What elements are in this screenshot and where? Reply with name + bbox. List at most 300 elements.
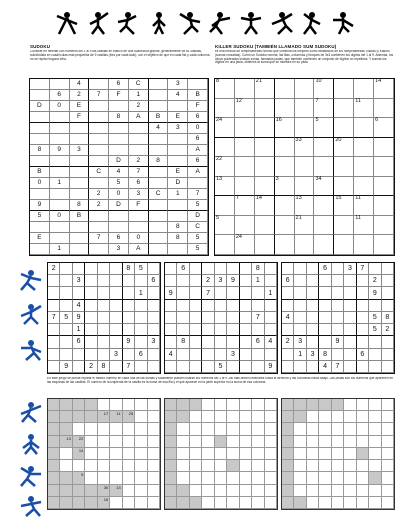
kakuro-cell[interactable] xyxy=(369,448,381,460)
kakuro-cell[interactable] xyxy=(190,436,202,448)
kakuro-cell[interactable] xyxy=(294,472,306,484)
mini-sudoku-cell[interactable] xyxy=(344,336,356,348)
kakuro-cell[interactable] xyxy=(135,460,147,472)
kakuro-cell[interactable] xyxy=(110,497,122,509)
mini-sudoku-cell[interactable] xyxy=(48,275,60,287)
mini-sudoku-cell[interactable] xyxy=(85,324,97,336)
killer-cell[interactable] xyxy=(255,118,275,138)
mini-sudoku-cell[interactable] xyxy=(307,324,319,336)
killer-cell[interactable] xyxy=(215,118,235,138)
kakuro-cell[interactable] xyxy=(227,448,239,460)
mini-sudoku-cell[interactable] xyxy=(177,275,189,287)
mini-sudoku-cell[interactable] xyxy=(227,312,239,324)
killer-cell[interactable] xyxy=(334,79,354,99)
mini-sudoku-cell[interactable] xyxy=(110,312,122,324)
kakuro-cell[interactable] xyxy=(123,460,135,472)
sudoku-cell[interactable] xyxy=(50,167,70,178)
kakuro-cell[interactable] xyxy=(332,423,344,435)
killer-cell[interactable] xyxy=(275,118,295,138)
kakuro-cell[interactable] xyxy=(177,460,189,472)
killer-cell[interactable] xyxy=(275,216,295,236)
sudoku-cell[interactable] xyxy=(50,233,70,244)
sudoku-cell[interactable] xyxy=(30,222,50,233)
kakuro-cell[interactable] xyxy=(369,399,381,411)
mini-sudoku-cell[interactable] xyxy=(215,336,227,348)
kakuro-cell[interactable] xyxy=(190,448,202,460)
sudoku-cell[interactable] xyxy=(89,211,109,222)
mini-sudoku-cell[interactable] xyxy=(307,312,319,324)
kakuro-cell[interactable] xyxy=(307,411,319,423)
kakuro-cell[interactable] xyxy=(319,460,331,472)
sudoku-cell[interactable] xyxy=(129,134,149,145)
mini-sudoku-cell[interactable] xyxy=(48,349,60,361)
mini-sudoku-cell[interactable] xyxy=(165,312,177,324)
kakuro-cell[interactable] xyxy=(369,485,381,497)
mini-sudoku-cell[interactable] xyxy=(60,275,72,287)
mini-sudoku-cell[interactable] xyxy=(98,336,110,348)
mini-sudoku-cell[interactable] xyxy=(98,263,110,275)
kakuro-cell[interactable] xyxy=(227,497,239,509)
kakuro-cell[interactable] xyxy=(227,485,239,497)
killer-cell[interactable] xyxy=(334,235,354,255)
mini-sudoku-cell[interactable] xyxy=(60,324,72,336)
sudoku-cell[interactable] xyxy=(70,167,90,178)
mini-sudoku-cell[interactable] xyxy=(135,312,147,324)
mini-sudoku-cell[interactable] xyxy=(265,324,277,336)
kakuro-cell[interactable] xyxy=(382,485,394,497)
kakuro-cell[interactable] xyxy=(73,448,85,460)
kakuro-cell[interactable] xyxy=(215,411,227,423)
mini-sudoku-cell[interactable] xyxy=(177,361,189,373)
kakuro-cell[interactable] xyxy=(252,497,264,509)
kakuro-cell[interactable] xyxy=(294,485,306,497)
killer-cell[interactable] xyxy=(235,216,255,236)
mini-sudoku-cell[interactable] xyxy=(332,312,344,324)
sudoku-cell[interactable] xyxy=(30,123,50,134)
mini-sudoku-cell[interactable] xyxy=(382,287,394,299)
killer-cell[interactable] xyxy=(374,157,394,177)
kakuro-cell[interactable] xyxy=(177,436,189,448)
sudoku-cell[interactable] xyxy=(50,189,70,200)
mini-sudoku-cell[interactable] xyxy=(282,287,294,299)
mini-sudoku-cell[interactable] xyxy=(190,324,202,336)
kakuro-cell[interactable] xyxy=(135,472,147,484)
mini-sudoku-cell[interactable] xyxy=(165,361,177,373)
killer-cell[interactable] xyxy=(275,79,295,99)
sudoku-cell[interactable] xyxy=(109,211,129,222)
kakuro-cell[interactable] xyxy=(202,411,214,423)
killer-cell[interactable] xyxy=(314,196,334,216)
killer-cell[interactable] xyxy=(295,118,315,138)
mini-sudoku-cell[interactable] xyxy=(265,263,277,275)
mini-sudoku-cell[interactable] xyxy=(85,336,97,348)
mini-sudoku-cell[interactable] xyxy=(382,300,394,312)
kakuro-cell[interactable] xyxy=(110,472,122,484)
killer-cell[interactable] xyxy=(215,216,235,236)
mini-sudoku-cell[interactable] xyxy=(344,361,356,373)
mini-sudoku-cell[interactable] xyxy=(240,263,252,275)
kakuro-cell[interactable] xyxy=(294,448,306,460)
sudoku-cell[interactable] xyxy=(89,244,109,255)
mini-sudoku-cell[interactable] xyxy=(202,336,214,348)
kakuro-cell[interactable] xyxy=(369,460,381,472)
mini-sudoku-cell[interactable] xyxy=(215,349,227,361)
sudoku-cell[interactable] xyxy=(89,134,109,145)
mini-sudoku-cell[interactable] xyxy=(357,300,369,312)
kakuro-cell[interactable] xyxy=(215,448,227,460)
mini-sudoku-cell[interactable] xyxy=(252,361,264,373)
mini-sudoku-cell[interactable] xyxy=(215,312,227,324)
kakuro-cell[interactable] xyxy=(369,411,381,423)
kakuro-cell[interactable] xyxy=(357,436,369,448)
kakuro-cell[interactable] xyxy=(332,436,344,448)
kakuro-cell[interactable] xyxy=(344,485,356,497)
kakuro-cell[interactable] xyxy=(135,485,147,497)
mini-sudoku-cell[interactable] xyxy=(227,324,239,336)
sudoku-cell[interactable] xyxy=(168,244,188,255)
mini-sudoku-cell[interactable] xyxy=(319,324,331,336)
kakuro-cell[interactable] xyxy=(332,460,344,472)
kakuro-cell[interactable] xyxy=(252,399,264,411)
sudoku-cell[interactable] xyxy=(30,134,50,145)
killer-cell[interactable] xyxy=(314,118,334,138)
killer-cell[interactable] xyxy=(354,138,374,158)
mini-sudoku-cell[interactable] xyxy=(332,324,344,336)
kakuro-cell[interactable] xyxy=(240,423,252,435)
kakuro-cell[interactable] xyxy=(135,399,147,411)
sudoku-cell[interactable] xyxy=(109,101,129,112)
mini-sudoku-cell[interactable] xyxy=(344,349,356,361)
mini-sudoku-cell[interactable] xyxy=(73,361,85,373)
killer-cell[interactable] xyxy=(295,157,315,177)
kakuro-cell[interactable] xyxy=(98,448,110,460)
mini-sudoku-cell[interactable] xyxy=(319,287,331,299)
kakuro-cell[interactable] xyxy=(98,460,110,472)
mini-sudoku-cell[interactable] xyxy=(177,349,189,361)
kakuro-cell[interactable] xyxy=(202,497,214,509)
mini-sudoku-cell[interactable] xyxy=(344,287,356,299)
kakuro-cell[interactable] xyxy=(110,485,122,497)
kakuro-cell[interactable] xyxy=(319,448,331,460)
killer-cell[interactable] xyxy=(334,118,354,138)
sudoku-cell[interactable] xyxy=(109,134,129,145)
killer-cell[interactable] xyxy=(374,138,394,158)
sudoku-cell[interactable] xyxy=(30,244,50,255)
sudoku-cell[interactable] xyxy=(129,145,149,156)
kakuro-cell[interactable] xyxy=(357,399,369,411)
killer-cell[interactable] xyxy=(314,79,334,99)
mini-sudoku-cell[interactable] xyxy=(135,336,147,348)
kakuro-cell[interactable] xyxy=(344,423,356,435)
mini-sudoku-cell[interactable] xyxy=(240,324,252,336)
mini-sudoku-cell[interactable] xyxy=(294,361,306,373)
kakuro-cell[interactable] xyxy=(240,460,252,472)
kakuro-cell[interactable] xyxy=(85,436,97,448)
mini-sudoku-cell[interactable] xyxy=(319,300,331,312)
killer-cell[interactable] xyxy=(255,216,275,236)
kakuro-cell[interactable] xyxy=(307,485,319,497)
mini-sudoku-cell[interactable] xyxy=(123,275,135,287)
mini-sudoku-cell[interactable] xyxy=(240,300,252,312)
sudoku-cell[interactable] xyxy=(70,134,90,145)
mini-sudoku-cell[interactable] xyxy=(294,324,306,336)
mini-sudoku-cell[interactable] xyxy=(110,336,122,348)
killer-cell[interactable] xyxy=(354,177,374,197)
sudoku-cell[interactable] xyxy=(50,156,70,167)
sudoku-cell[interactable] xyxy=(70,244,90,255)
mini-sudoku-cell[interactable] xyxy=(282,300,294,312)
sudoku-cell[interactable] xyxy=(149,211,169,222)
sudoku-cell[interactable] xyxy=(70,123,90,134)
sudoku-cell[interactable] xyxy=(89,79,109,90)
kakuro-cell[interactable] xyxy=(60,436,72,448)
mini-sudoku-cell[interactable] xyxy=(165,336,177,348)
sudoku-cell[interactable] xyxy=(149,178,169,189)
mini-sudoku-cell[interactable] xyxy=(344,300,356,312)
mini-sudoku-cell[interactable] xyxy=(48,361,60,373)
mini-sudoku-cell[interactable] xyxy=(240,361,252,373)
mini-sudoku-cell[interactable] xyxy=(110,324,122,336)
kakuro-cell[interactable] xyxy=(202,448,214,460)
mini-sudoku-cell[interactable] xyxy=(307,275,319,287)
kakuro-cell[interactable] xyxy=(110,448,122,460)
killer-cell[interactable] xyxy=(275,99,295,119)
kakuro-cell[interactable] xyxy=(98,485,110,497)
sudoku-cell[interactable] xyxy=(30,90,50,101)
killer-cell[interactable] xyxy=(215,177,235,197)
mini-sudoku-cell[interactable] xyxy=(294,300,306,312)
sudoku-cell[interactable] xyxy=(30,112,50,123)
kakuro-cell[interactable] xyxy=(98,399,110,411)
sudoku-cell[interactable] xyxy=(168,211,188,222)
kakuro-cell[interactable] xyxy=(215,399,227,411)
mini-sudoku-cell[interactable] xyxy=(135,324,147,336)
kakuro-cell[interactable] xyxy=(123,411,135,423)
killer-cell[interactable] xyxy=(255,157,275,177)
kakuro-cell[interactable] xyxy=(252,448,264,460)
kakuro-cell[interactable] xyxy=(177,448,189,460)
killer-cell[interactable] xyxy=(354,99,374,119)
mini-sudoku-cell[interactable] xyxy=(357,312,369,324)
mini-sudoku-cell[interactable] xyxy=(307,300,319,312)
sudoku-cell[interactable] xyxy=(50,222,70,233)
sudoku-cell[interactable] xyxy=(149,101,169,112)
kakuro-cell[interactable] xyxy=(73,436,85,448)
mini-sudoku-cell[interactable] xyxy=(227,361,239,373)
mini-sudoku-cell[interactable] xyxy=(357,336,369,348)
mini-sudoku-cell[interactable] xyxy=(190,287,202,299)
killer-cell[interactable] xyxy=(295,235,315,255)
kakuro-cell[interactable] xyxy=(215,472,227,484)
mini-sudoku-cell[interactable] xyxy=(202,300,214,312)
kakuro-cell[interactable] xyxy=(382,448,394,460)
kakuro-cell[interactable] xyxy=(294,460,306,472)
mini-sudoku-cell[interactable] xyxy=(60,300,72,312)
killer-cell[interactable] xyxy=(354,118,374,138)
sudoku-cell[interactable] xyxy=(109,145,129,156)
kakuro-cell[interactable] xyxy=(344,497,356,509)
kakuro-cell[interactable] xyxy=(332,485,344,497)
killer-cell[interactable] xyxy=(275,157,295,177)
mini-sudoku-cell[interactable] xyxy=(319,275,331,287)
killer-cell[interactable] xyxy=(354,79,374,99)
mini-sudoku-cell[interactable] xyxy=(307,361,319,373)
kakuro-cell[interactable] xyxy=(344,460,356,472)
mini-sudoku-cell[interactable] xyxy=(227,263,239,275)
sudoku-cell[interactable] xyxy=(30,79,50,90)
mini-sudoku-cell[interactable] xyxy=(148,300,160,312)
mini-sudoku-cell[interactable] xyxy=(382,263,394,275)
mini-sudoku-cell[interactable] xyxy=(177,300,189,312)
killer-cell[interactable] xyxy=(215,79,235,99)
mini-sudoku-cell[interactable] xyxy=(294,312,306,324)
sudoku-cell[interactable] xyxy=(168,156,188,167)
kakuro-cell[interactable] xyxy=(85,448,97,460)
kakuro-cell[interactable] xyxy=(148,423,160,435)
kakuro-cell[interactable] xyxy=(265,423,277,435)
kakuro-cell[interactable] xyxy=(307,436,319,448)
kakuro-cell[interactable] xyxy=(344,448,356,460)
mini-sudoku-cell[interactable] xyxy=(123,324,135,336)
killer-cell[interactable] xyxy=(235,118,255,138)
killer-cell[interactable] xyxy=(314,235,334,255)
mini-sudoku-cell[interactable] xyxy=(294,275,306,287)
killer-cell[interactable] xyxy=(255,79,275,99)
mini-sudoku-cell[interactable] xyxy=(369,300,381,312)
killer-cell[interactable] xyxy=(215,138,235,158)
mini-sudoku-cell[interactable] xyxy=(332,287,344,299)
mini-sudoku-cell[interactable] xyxy=(344,324,356,336)
mini-sudoku-cell[interactable] xyxy=(148,349,160,361)
kakuro-cell[interactable] xyxy=(190,485,202,497)
mini-sudoku-cell[interactable] xyxy=(123,349,135,361)
killer-cell[interactable] xyxy=(374,79,394,99)
sudoku-cell[interactable] xyxy=(188,79,208,90)
mini-sudoku-cell[interactable] xyxy=(282,361,294,373)
mini-sudoku-cell[interactable] xyxy=(85,287,97,299)
mini-sudoku-cell[interactable] xyxy=(135,275,147,287)
mini-sudoku-cell[interactable] xyxy=(282,263,294,275)
kakuro-cell[interactable] xyxy=(382,399,394,411)
mini-sudoku-cell[interactable] xyxy=(369,336,381,348)
mini-sudoku-cell[interactable] xyxy=(190,336,202,348)
killer-cell[interactable] xyxy=(295,138,315,158)
mini-sudoku-cell[interactable] xyxy=(98,275,110,287)
killer-cell[interactable] xyxy=(354,235,374,255)
mini-sudoku-cell[interactable] xyxy=(60,287,72,299)
kakuro-cell[interactable] xyxy=(344,472,356,484)
mini-sudoku-cell[interactable] xyxy=(240,336,252,348)
mini-sudoku-cell[interactable] xyxy=(85,263,97,275)
kakuro-cell[interactable] xyxy=(252,485,264,497)
sudoku-cell[interactable] xyxy=(149,222,169,233)
mini-sudoku-cell[interactable] xyxy=(265,300,277,312)
sudoku-cell[interactable] xyxy=(129,222,149,233)
mini-sudoku-cell[interactable] xyxy=(148,287,160,299)
killer-cell[interactable] xyxy=(334,196,354,216)
killer-cell[interactable] xyxy=(354,216,374,236)
mini-sudoku-cell[interactable] xyxy=(282,349,294,361)
kakuro-cell[interactable] xyxy=(265,448,277,460)
mini-sudoku-cell[interactable] xyxy=(215,287,227,299)
kakuro-cell[interactable] xyxy=(382,411,394,423)
mini-sudoku-cell[interactable] xyxy=(135,361,147,373)
kakuro-cell[interactable] xyxy=(319,423,331,435)
killer-cell[interactable] xyxy=(235,235,255,255)
kakuro-cell[interactable] xyxy=(265,460,277,472)
killer-cell[interactable] xyxy=(334,138,354,158)
mini-sudoku-cell[interactable] xyxy=(110,287,122,299)
mini-sudoku-cell[interactable] xyxy=(148,361,160,373)
sudoku-cell[interactable] xyxy=(129,211,149,222)
kakuro-cell[interactable] xyxy=(148,436,160,448)
mini-sudoku-cell[interactable] xyxy=(227,336,239,348)
mini-sudoku-cell[interactable] xyxy=(215,300,227,312)
kakuro-cell[interactable] xyxy=(252,411,264,423)
killer-cell[interactable] xyxy=(314,216,334,236)
killer-cell[interactable] xyxy=(275,235,295,255)
mini-sudoku-cell[interactable] xyxy=(190,275,202,287)
mini-sudoku-cell[interactable] xyxy=(110,275,122,287)
kakuro-cell[interactable] xyxy=(123,423,135,435)
kakuro-cell[interactable] xyxy=(98,497,110,509)
kakuro-cell[interactable] xyxy=(110,423,122,435)
kakuro-cell[interactable] xyxy=(60,460,72,472)
sudoku-cell[interactable] xyxy=(149,134,169,145)
mini-sudoku-cell[interactable] xyxy=(110,361,122,373)
kakuro-cell[interactable] xyxy=(215,460,227,472)
kakuro-cell[interactable] xyxy=(123,485,135,497)
kakuro-cell[interactable] xyxy=(98,411,110,423)
sudoku-cell[interactable] xyxy=(50,112,70,123)
mini-sudoku-cell[interactable] xyxy=(177,324,189,336)
kakuro-cell[interactable] xyxy=(177,423,189,435)
sudoku-cell[interactable] xyxy=(70,233,90,244)
mini-sudoku-cell[interactable] xyxy=(98,287,110,299)
mini-sudoku-cell[interactable] xyxy=(357,275,369,287)
kakuro-cell[interactable] xyxy=(135,448,147,460)
kakuro-cell[interactable] xyxy=(240,497,252,509)
mini-sudoku-cell[interactable] xyxy=(110,263,122,275)
mini-sudoku-cell[interactable] xyxy=(215,324,227,336)
mini-sudoku-cell[interactable] xyxy=(227,300,239,312)
mini-sudoku-cell[interactable] xyxy=(177,312,189,324)
kakuro-cell[interactable] xyxy=(382,472,394,484)
kakuro-cell[interactable] xyxy=(148,472,160,484)
sudoku-cell[interactable] xyxy=(50,79,70,90)
killer-cell[interactable] xyxy=(215,196,235,216)
sudoku-cell[interactable] xyxy=(149,167,169,178)
killer-cell[interactable] xyxy=(374,235,394,255)
kakuro-cell[interactable] xyxy=(240,485,252,497)
sudoku-cell[interactable] xyxy=(89,112,109,123)
sudoku-cell[interactable] xyxy=(50,123,70,134)
kakuro-cell[interactable] xyxy=(85,423,97,435)
kakuro-cell[interactable] xyxy=(190,423,202,435)
killer-cell[interactable] xyxy=(334,99,354,119)
sudoku-cell[interactable] xyxy=(89,145,109,156)
sudoku-cell[interactable] xyxy=(168,101,188,112)
sudoku-cell[interactable] xyxy=(89,178,109,189)
mini-sudoku-cell[interactable] xyxy=(190,349,202,361)
mini-sudoku-cell[interactable] xyxy=(307,287,319,299)
kakuro-cell[interactable] xyxy=(319,485,331,497)
mini-sudoku-cell[interactable] xyxy=(332,275,344,287)
kakuro-cell[interactable] xyxy=(252,460,264,472)
kakuro-cell[interactable] xyxy=(123,399,135,411)
kakuro-cell[interactable] xyxy=(177,472,189,484)
killer-cell[interactable] xyxy=(295,79,315,99)
